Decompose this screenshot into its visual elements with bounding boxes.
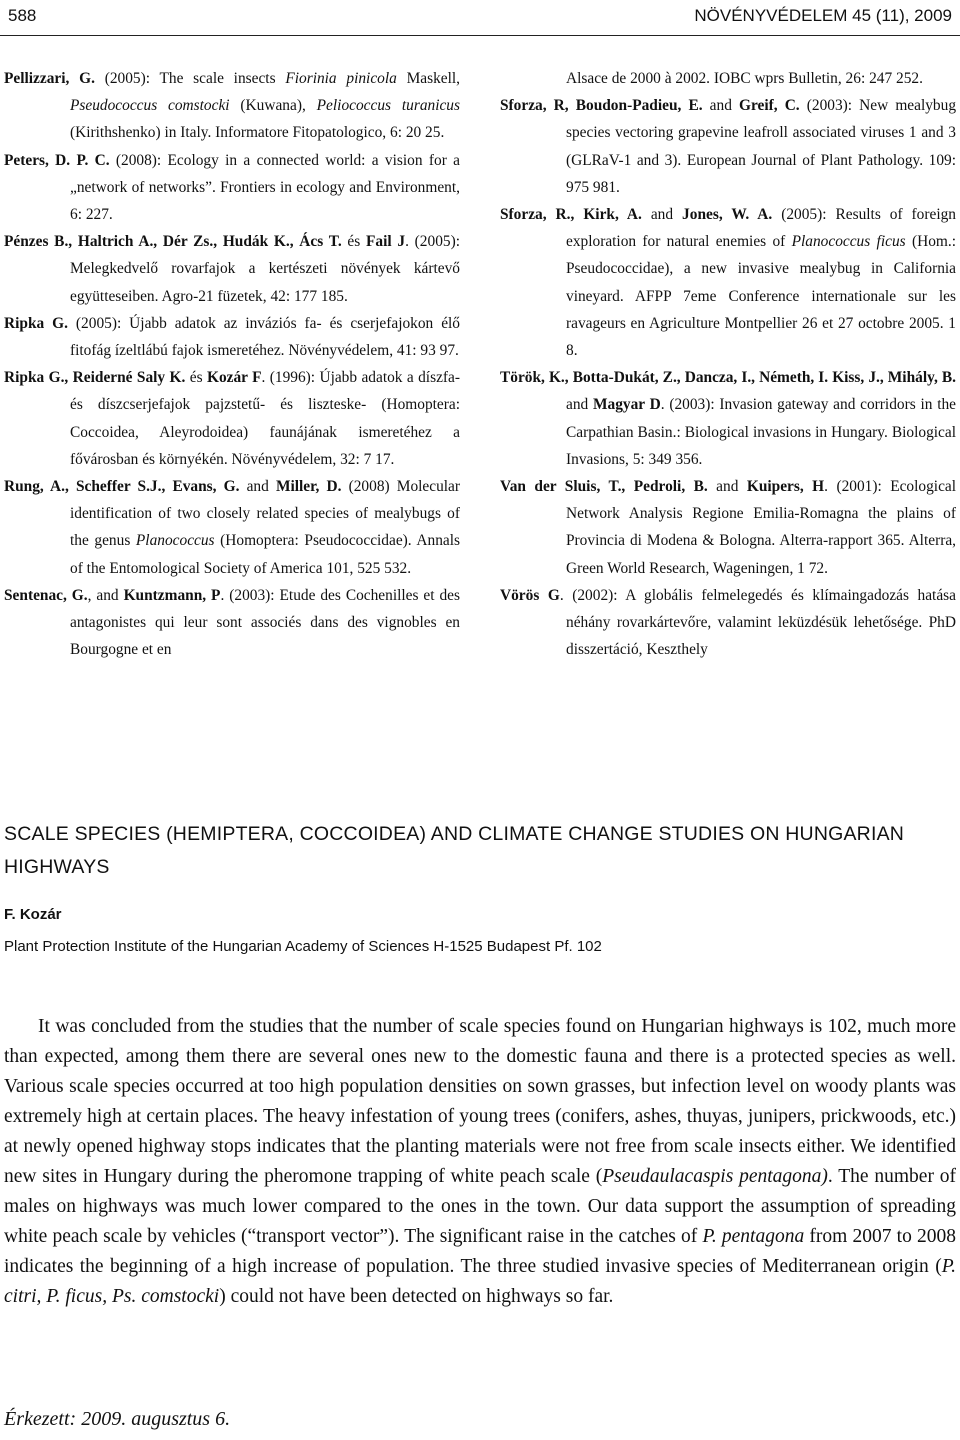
- received-date: Érkezett: 2009. augusztus 6.: [4, 1408, 231, 1430]
- reference-text: ) could not have been detected on highways so far.: [219, 1286, 614, 1307]
- reference-text: Maskell,: [396, 70, 461, 87]
- reference-author: Sforza, R., Kirk, A.: [500, 206, 642, 224]
- article-author: F. Kozár: [4, 906, 62, 923]
- reference-text: , and: [87, 586, 124, 604]
- reference-author: Kuipers, H: [746, 478, 825, 496]
- reference-author: Ripka G., Reiderné Saly K.: [4, 369, 186, 387]
- reference-author: Sforza, R, Boudon-Padieu, E.: [500, 97, 703, 115]
- reference-text: . (2001): Ecological Network Analysis Regione Emilia-Romagna the plains of Provincia di Modena & Bologna. Alterra-rapport 365. Alterra, Green World Research, Wageningen, 1 72.: [566, 478, 957, 577]
- reference-entry: [500, 92, 956, 201]
- reference-author: Kozár F: [206, 369, 262, 387]
- reference-entry: [500, 364, 956, 473]
- article-title: SCALE SPECIES (HEMIPTERA, COCCOIDEA) AND CLIMATE CHANGE STUDIES ON HUNGARIAN HIGHWAYS: [4, 823, 905, 878]
- reference-text: (2008) Molecular identification of two closely related species of mealybugs of the genus: [70, 478, 461, 550]
- reference-author: Pellizzari, G.: [4, 70, 95, 87]
- reference-text: and: [641, 206, 683, 224]
- reference-text: and: [239, 478, 276, 496]
- reference-entry: [500, 65, 956, 92]
- reference-author: Miller, D.: [275, 478, 342, 496]
- reference-author: Fail J: [366, 233, 406, 251]
- reference-entry: [500, 473, 956, 582]
- reference-entry: [500, 201, 956, 364]
- reference-author: Van der Sluis, T., Pedroli, B.: [500, 478, 708, 496]
- reference-entry: [4, 473, 460, 582]
- italic-species-name: P. pentagona: [702, 1226, 805, 1247]
- italic-species-name: Pseudococcus comstocki: [70, 97, 230, 115]
- reference-text: (Kuwana),: [229, 97, 317, 115]
- reference-author: Greif, C.: [739, 97, 800, 115]
- reference-entry: [4, 310, 460, 364]
- italic-species-name: Planococcus: [135, 532, 215, 550]
- references-left-column: [4, 65, 460, 663]
- reference-text: and: [702, 97, 739, 115]
- italic-species-name: Pseudaulacaspis pentagona): [602, 1166, 828, 1187]
- reference-author: Kuntzmann, P: [123, 586, 221, 604]
- reference-author: Magyar D: [592, 396, 661, 414]
- reference-text: (Homoptera: Pseudococcidae). Annals of the Entomological Society of America 101, 525 532.: [70, 532, 460, 577]
- reference-text: (2005): The scale insects: [94, 70, 286, 87]
- reference-text: és: [185, 369, 207, 387]
- page-header: [8, 4, 952, 28]
- reference-author: Pénzes B., Haltrich A., Dér Zs., Hudák K., Ács T.: [4, 233, 342, 251]
- reference-text: és: [341, 233, 366, 251]
- reference-text: (2008): Ecology in a connected world: a vision for a „network of networks”. Frontiers in ecology and Environment, 6: 227.: [70, 151, 460, 224]
- reference-entry: [4, 65, 460, 147]
- reference-author: Sentenac, G.: [4, 586, 88, 604]
- reference-text: Alsace de 2000 à 2002. IOBC wprs Bulletin, 26: 247 252.: [566, 70, 923, 87]
- reference-entry: [4, 582, 460, 664]
- reference-text: . (2005): Melegkedvelő rovarfajok a kertészeti növények kártevő együtteseiben. Agro-21 füzetek, 42: 177 185.: [70, 233, 460, 305]
- reference-text: from 2007 to 2008 indicates the beginning of a high increase of population. The three studied invasive species of Mediterranean origin (: [4, 1226, 956, 1277]
- article-abstract: [4, 1012, 956, 1312]
- reference-author: Rung, A., Scheffer S.J., Evans, G.: [4, 478, 240, 496]
- reference-text: . (2003): Etude des Cochenilles et des antagonistes qui leur sont associés dans des vignobles en Bourgogne et en: [70, 586, 461, 659]
- reference-text: . The number of males on highways was much lower compared to the ones in the town. Our data support the assumption of spreading white peach scale by vehicles (“transport vector”). The significant raise in the catches of: [4, 1166, 956, 1247]
- reference-author: Török, K., Botta-Dukát, Z., Dancza, I., Németh, I. Kiss, J., Mihály, B.: [500, 369, 956, 387]
- journal-title: NÖVÉNYVÉDELEM 45 (11), 2009: [694, 6, 952, 25]
- reference-author: Vörös G: [500, 586, 560, 604]
- italic-species-name: P. citri, P. ficus, Ps. comstocki: [4, 1256, 956, 1307]
- reference-text: and: [566, 396, 593, 414]
- reference-entry: [500, 582, 956, 664]
- reference-author: Jones, W. A.: [682, 206, 773, 224]
- reference-text: It was concluded from the studies that the number of scale species found on Hungarian highways is 102, much more than expected, among them there are several ones new to the domestic fauna and there is a protected species as well. Various scale species occurred at too high population densities on sown grasses, but infection level on woody plants was extremely high at certain places. The heavy infestation of young trees (conifers, ashes, thuyas, junipers, prickwoods, etc.) at newly opened highway stops indicates that the planting materials were not free from scale insects either. We identified new sites in Hungary during the pheromone trapping of white peach scale (: [4, 1016, 956, 1187]
- reference-author: Ripka G.: [4, 314, 68, 332]
- reference-text: (2005): Újabb adatok az inváziós fa- és cserjefajokon élő fitofág ízeltlábú fajok ismeretéhez. Növényvédelem, 41: 93 97.: [67, 314, 460, 360]
- reference-text: (Kirithshenko) in Italy. Informatore Fitopatologico, 6: 20 25.: [70, 124, 445, 142]
- italic-species-name: Fiorinia pinicola: [285, 70, 397, 87]
- reference-text: (Hom.: Pseudococcidae), a new invasive mealybug in California vineyard. AFPP 7eme Conference internationale sur les ravageurs en Agriculture Montpellier 26 et 27 octobre 2005. 1 8.: [566, 233, 956, 360]
- reference-text: (2003): New mealybug species vectoring grapevine leafroll associated viruses 1 and 3 (GLRaV-1 and 3). European Journal of Plant Pathology. 109: 975 981.: [566, 97, 957, 196]
- references-right-column: [500, 65, 956, 663]
- reference-entry: [4, 364, 460, 473]
- header-rule: [0, 35, 960, 36]
- page-number: 588: [8, 6, 37, 25]
- italic-species-name: Peliococcus turanicus: [316, 97, 460, 115]
- reference-entry: [4, 228, 460, 310]
- reference-text: (2005): Results of foreign exploration for natural enemies of: [566, 206, 956, 251]
- reference-text: . (2002): A globális felmelegedés és klímaingadozás hatása néhány rovarkártevőre, valamint leküzdésük lehetősége. PhD disszertáció, Keszthely: [559, 586, 956, 659]
- italic-species-name: Planococcus ficus: [791, 233, 906, 251]
- article-affiliation: Plant Protection Institute of the Hungarian Academy of Sciences H-1525 Budapest Pf. 102: [4, 938, 602, 955]
- reference-author: Peters, D. P. C.: [4, 151, 110, 169]
- reference-text: . (1996): Újabb adatok a díszfa- és díszcserjefajok pajzstetű- és liszteske- (Homoptera: Coccoidea, Aleyrodoidea) faunájának ismeretéhez a fővárosban és környékén. Növényvédelem, 32: 7 17.: [70, 369, 460, 468]
- reference-entry: [4, 147, 460, 229]
- reference-text: . (2003): Invasion gateway and corridors in the Carpathian Basin.: Biological invasions in Hungary. Biological Invasions, 5: 349 356.: [566, 396, 956, 468]
- reference-text: and: [707, 478, 747, 496]
